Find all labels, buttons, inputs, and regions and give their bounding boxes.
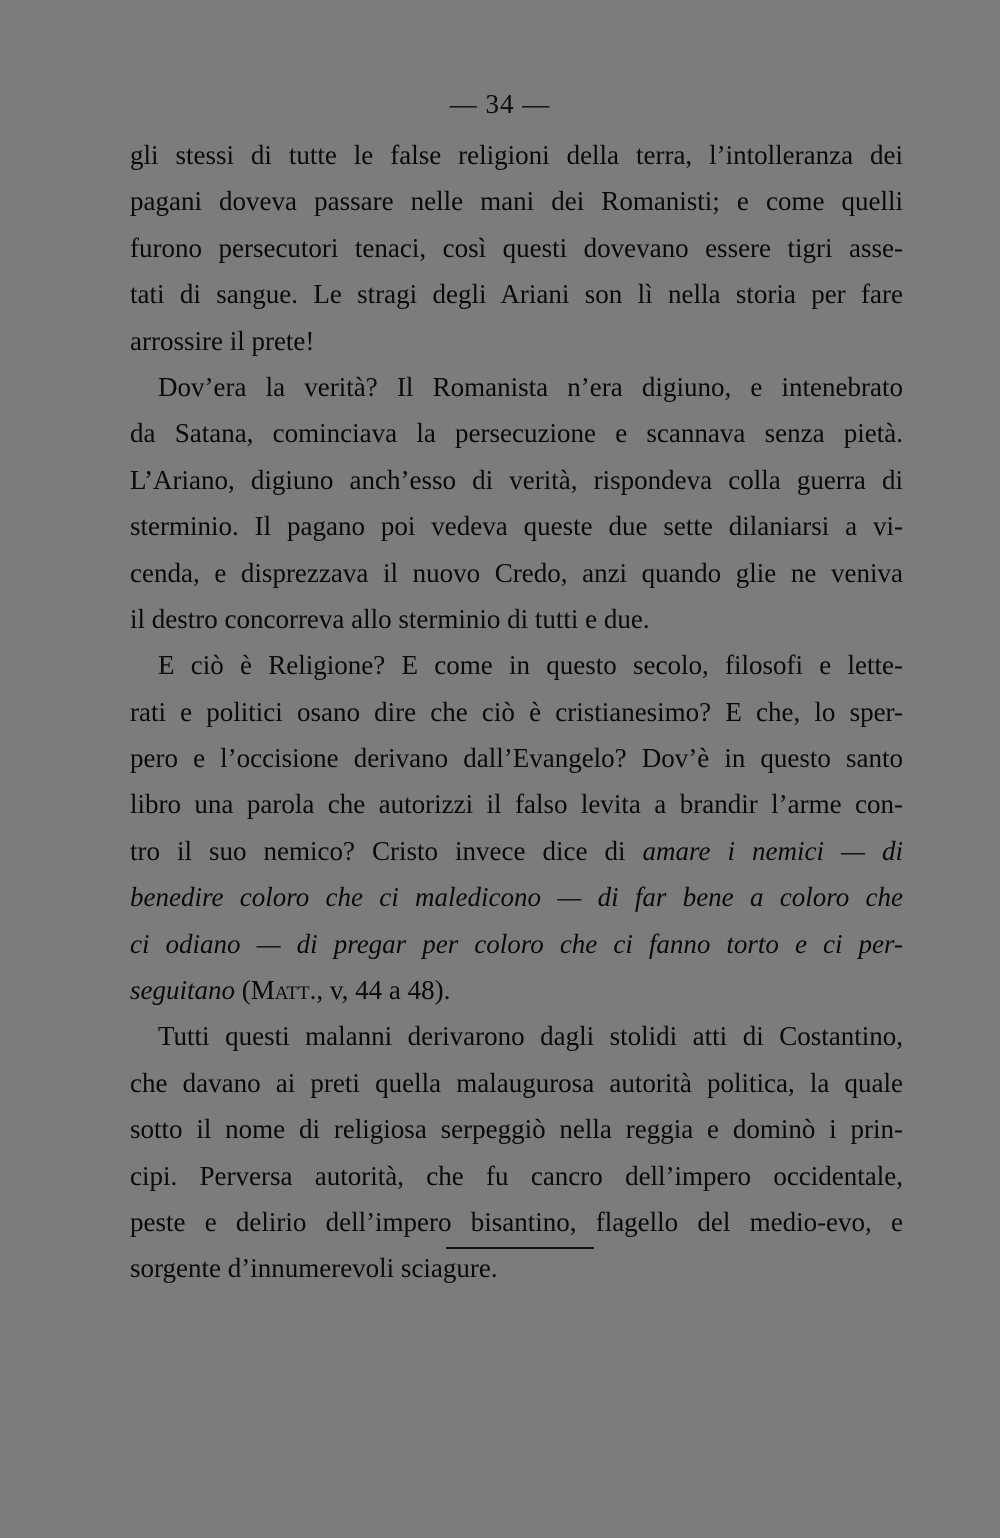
text-line: che davano ai preti quella malaugurosa autorità politica, la quale (130, 1067, 903, 1098)
text-line: ci odiano — di pregar per coloro che ci fanno torto e ci per- (130, 928, 903, 959)
text-line: pagani doveva passare nelle mani dei Romanisti; e come quelli (130, 186, 903, 217)
section-end-rule (446, 1247, 594, 1249)
smallcaps-segment: Matt. (250, 975, 317, 1006)
page-number: — 34 — (449, 89, 551, 119)
text-line: peste e delirio dell’impero bisantino, flagello del medio-evo, e (130, 1206, 903, 1237)
text-line: cipi. Perversa autorità, che fu cancro dell’impero occidentale, (130, 1160, 903, 1191)
text-line: rati e politici osano dire che ciò è cristianesimo? E che, lo sper- (130, 696, 903, 727)
text-line: E ciò è Religione? E come in questo secolo, filosofi e lette- (158, 650, 903, 681)
text-line: furono persecutori tenaci, così questi dovevano essere tigri asse- (130, 232, 903, 263)
text-line: il destro concorreva allo sterminio di tutti e due. (130, 603, 650, 634)
text-segment: tro il suo nemico? Cristo invece dice di (130, 835, 643, 866)
text-line: sotto il nome di religiosa serpeggiò nella reggia e dominò i prin- (130, 1114, 903, 1145)
text-line: sorgente d’innumerevoli sciagure. (130, 1253, 498, 1284)
text-line: libro una parola che autorizzi il falso levita a brandir l’arme con- (130, 789, 903, 820)
text-line: sterminio. Il pagano poi vedeva queste due sette dilaniarsi a vi- (130, 511, 903, 542)
text-line: arrossire il prete! (130, 325, 315, 356)
text-line (130, 828, 903, 874)
text-line: gli stessi di tutte le false religioni della terra, l’intolleranza dei (130, 140, 903, 170)
text-line: Dov’era la verità? Il Romanista n’era digiuno, e intenebrato (158, 371, 903, 402)
text-line (130, 967, 903, 1013)
text-line: pero e l’occisione derivano dall’Evangelo? Dov’è in questo santo (130, 743, 903, 774)
text-line: benedire coloro che ci maledicono — di far bene a coloro che (130, 882, 903, 913)
text-line: tati di sangue. Le stragi degli Ariani son lì nella storia per fare (130, 279, 903, 310)
text-line: Tutti questi malanni derivarono dagli stolidi atti di Costantino, (158, 1021, 903, 1052)
text-line: L’Ariano, digiuno anch’esso di verità, rispondeva colla guerra di (130, 464, 903, 495)
body-text (130, 132, 903, 1292)
text-segment: , v, 44 a 48). (316, 975, 451, 1006)
text-segment: ( (235, 975, 251, 1006)
italic-segment: amare i nemici — di (642, 835, 903, 866)
text-line: da Satana, cominciava la persecuzione e scannava senza pietà. (130, 418, 903, 449)
italic-segment: seguitano (130, 975, 235, 1006)
text-line: cenda, e disprezzava il nuovo Credo, anzi quando glie ne veniva (130, 557, 903, 588)
